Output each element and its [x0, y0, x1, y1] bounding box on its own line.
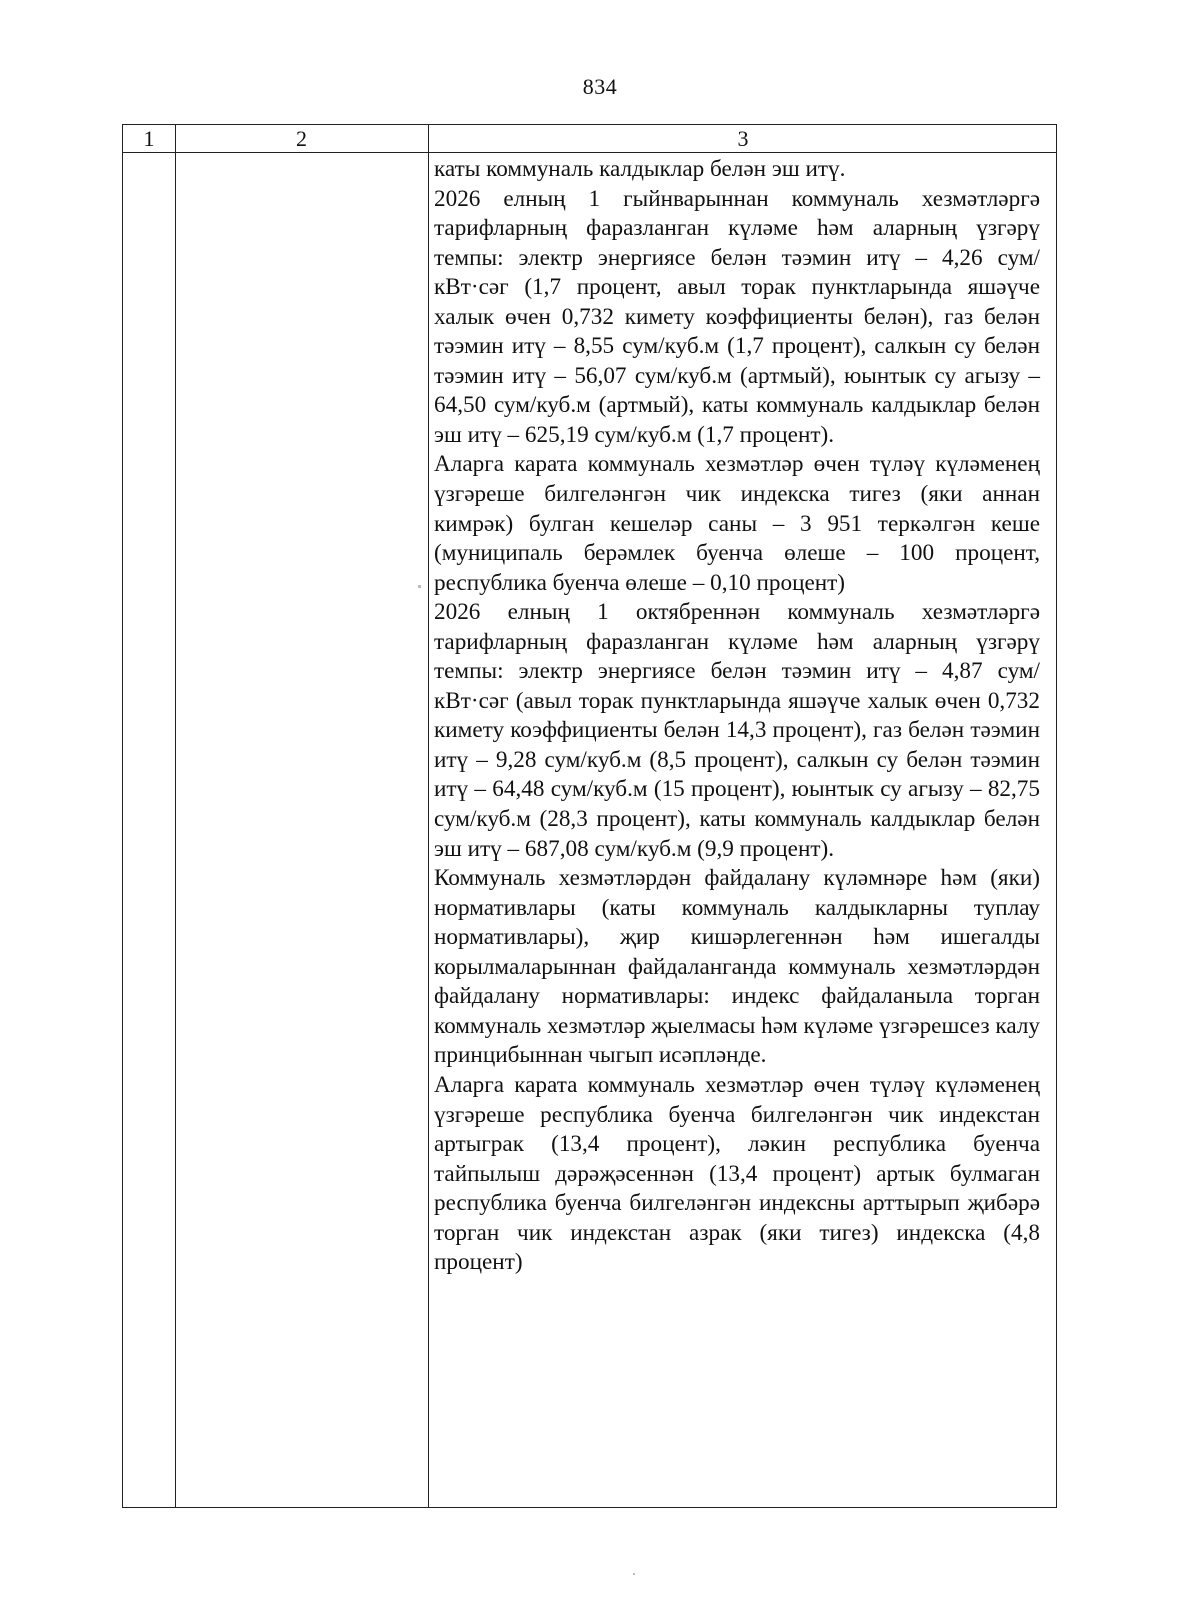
- paragraph: Коммуналь хезмәтләрдән файдалану күләмнәре һәм (яки) нормативлары (каты коммуналь калдыкларны туплау нормативлары), җир кишәрлегеннән һәм ишегалды корылмаларыннан файдаланганда коммуналь хезмәтләрдән файдалану нормативлары: индекс файдаланыла торган коммуналь хезмәтләр җыелмасы һәм күләме үзгәрешсез калу принцибыннан чыгып исәпләнде.: [434, 865, 1040, 1069]
- column-header-2: 2: [296, 126, 307, 151]
- header-rule: [123, 152, 1056, 153]
- column-3-text: [434, 155, 1040, 1278]
- paragraph: Аларга карата коммуналь хезмәтләр өчен түләү күләменең үзгәреше билгеләнгән чик индекска тигез (яки аннан кимрәк) булган кешеләр саны – 3 951 теркәлгән кеше (муниципаль берәмлек буенча өлеше – 100 процент, республика буенча өлеше – 0,10 процент): [434, 451, 1040, 596]
- paragraph: 2026 елның 1 октябреннән коммуналь хезмәтләргә тарифларның фаразланган күләме һәм аларның үзгәрү темпы: электр энергиясе белән тәэмин итү – 4,87 сум/кВт·сәг (авыл торак пунктларында яшәүче халык өчен 0,732 кимету коэффициенты белән 14,3 процент), газ белән тәэмин итү – 9,28 сум/куб.м (8,5 процент), салкын су белән тәэмин итү – 64,48 сум/куб.м (15 процент), юынтык су агызу – 82,75 сум/куб.м (28,3 процент), каты коммуналь калдыклар белән эш итү – 687,08 сум/куб.м (9,9 процент).: [434, 599, 1040, 862]
- paragraph: Аларга карата коммуналь хезмәтләр өчен түләү күләменең үзгәреше республика буенча билгеләнгән чик индекстан артыграк (13,4 процент), ләкин республика буенча тайпылыш дәрәҗәсеннән (13,4 процент) артык булмаган республика буенча билгеләнгән индексны арттырып җибәрә торган чик индекстан азрак (яки тигез) индекска (4,8 процент): [434, 1071, 1040, 1276]
- column-header-3: 3: [737, 126, 749, 151]
- paragraph: 2026 елның 1 гыйнварыннан коммуналь хезмәтләргә тарифларның фаразланган күләме һәм аларның үзгәрү темпы: электр энергиясе белән тәэмин итү – 4,26 сум/кВт·сәг (1,7 процент, авыл торак пунктларында яшәүче халык өчен 0,732 кимету коэффициенты белән), газ белән тәэмин итү – 8,55 сум/куб.м (1,7 процент), салкын су белән тәэмин итү – 56,07 сум/куб.м (артмый), юынтык су агызу – 64,50 сум/куб.м (артмый), каты коммуналь калдыклар белән эш итү – 625,19 сум/куб.м (1,7 процент).: [434, 185, 1040, 448]
- tariff-table: [122, 124, 1057, 1508]
- column-header-1: 1: [143, 126, 155, 151]
- scan-speck: [633, 1573, 635, 1575]
- column-divider: [175, 125, 176, 1507]
- paragraph: каты коммуналь калдыклар белән эш итү.: [434, 156, 846, 182]
- scan-speck: [418, 585, 421, 588]
- column-divider: [428, 125, 429, 1507]
- page-number: 834: [582, 74, 618, 99]
